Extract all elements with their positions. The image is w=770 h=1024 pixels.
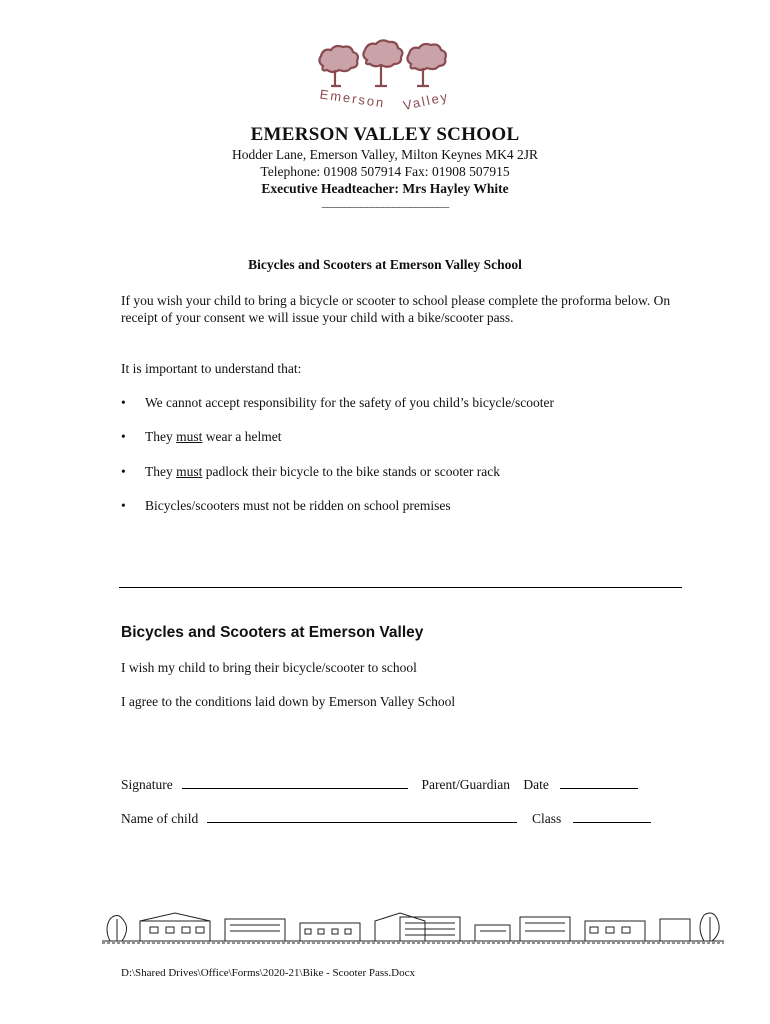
date-label: Date bbox=[523, 777, 549, 792]
school-address: Hodder Lane, Emerson Valley, Milton Keynes MK4 2JR bbox=[232, 147, 538, 162]
emphasis-must: must bbox=[176, 429, 203, 445]
tree-icon bbox=[363, 40, 402, 86]
class-label: Class bbox=[531, 811, 562, 826]
logo-text-emerson: Emerson bbox=[318, 86, 387, 111]
emphasis-must: must bbox=[176, 463, 203, 479]
conditions-list bbox=[121, 393, 681, 530]
intro-lead: It is important to understand that: bbox=[121, 361, 302, 376]
consent-statement-1: I wish my child to bring their bicycle/scooter to school bbox=[121, 660, 417, 675]
signature-field[interactable] bbox=[182, 777, 408, 789]
intro-title: Bicycles and Scooters at Emerson Valley School bbox=[248, 257, 522, 272]
header-separator: _______________________ bbox=[321, 194, 449, 209]
school-logo bbox=[305, 36, 465, 122]
class-field[interactable] bbox=[573, 811, 651, 823]
condition-item: • They must padlock their bicycle to the bike stands or scooter rack bbox=[121, 462, 681, 496]
condition-item: • Bicycles/scooters must not be ridden on school premises bbox=[121, 496, 681, 530]
child-name-label: Name of child bbox=[121, 811, 199, 826]
signature-label: Signature bbox=[121, 777, 173, 792]
tree-icon bbox=[407, 44, 446, 86]
tree-icon bbox=[319, 46, 358, 86]
document-file-path: D:\Shared Drives\Office\Forms\2020-21\Bike - Scooter Pass.Docx bbox=[121, 967, 416, 979]
consent-statement-2: I agree to the conditions laid down by Emerson Valley School bbox=[121, 694, 456, 709]
headteacher-line: Executive Headteacher: Mrs Hayley White bbox=[261, 181, 509, 196]
form-title: Bicycles and Scooters at Emerson Valley bbox=[121, 624, 424, 641]
tear-off-divider bbox=[119, 587, 682, 588]
date-field[interactable] bbox=[560, 777, 638, 789]
condition-item: • They must wear a helmet bbox=[121, 427, 681, 461]
school-name: EMERSON VALLEY SCHOOL bbox=[250, 124, 520, 145]
contact-numbers: Telephone: 01908 507914 Fax: 01908 507915 bbox=[260, 164, 510, 179]
intro-paragraph: If you wish your child to bring a bicycle or scooter to school please complete the proforma below. On receipt of your consent we will issue your child with a bike/scooter pass. bbox=[121, 293, 671, 325]
logo-text-valley: Valley bbox=[401, 88, 451, 114]
signature-row bbox=[121, 777, 681, 793]
child-row bbox=[121, 811, 681, 827]
parent-guardian-label: Parent/Guardian bbox=[421, 777, 510, 792]
letterhead bbox=[0, 146, 770, 197]
child-name-field[interactable] bbox=[207, 811, 517, 823]
condition-item: • We cannot accept responsibility for the safety of you child’s bicycle/scooter bbox=[121, 393, 681, 427]
street-scene-illustration bbox=[100, 905, 726, 945]
